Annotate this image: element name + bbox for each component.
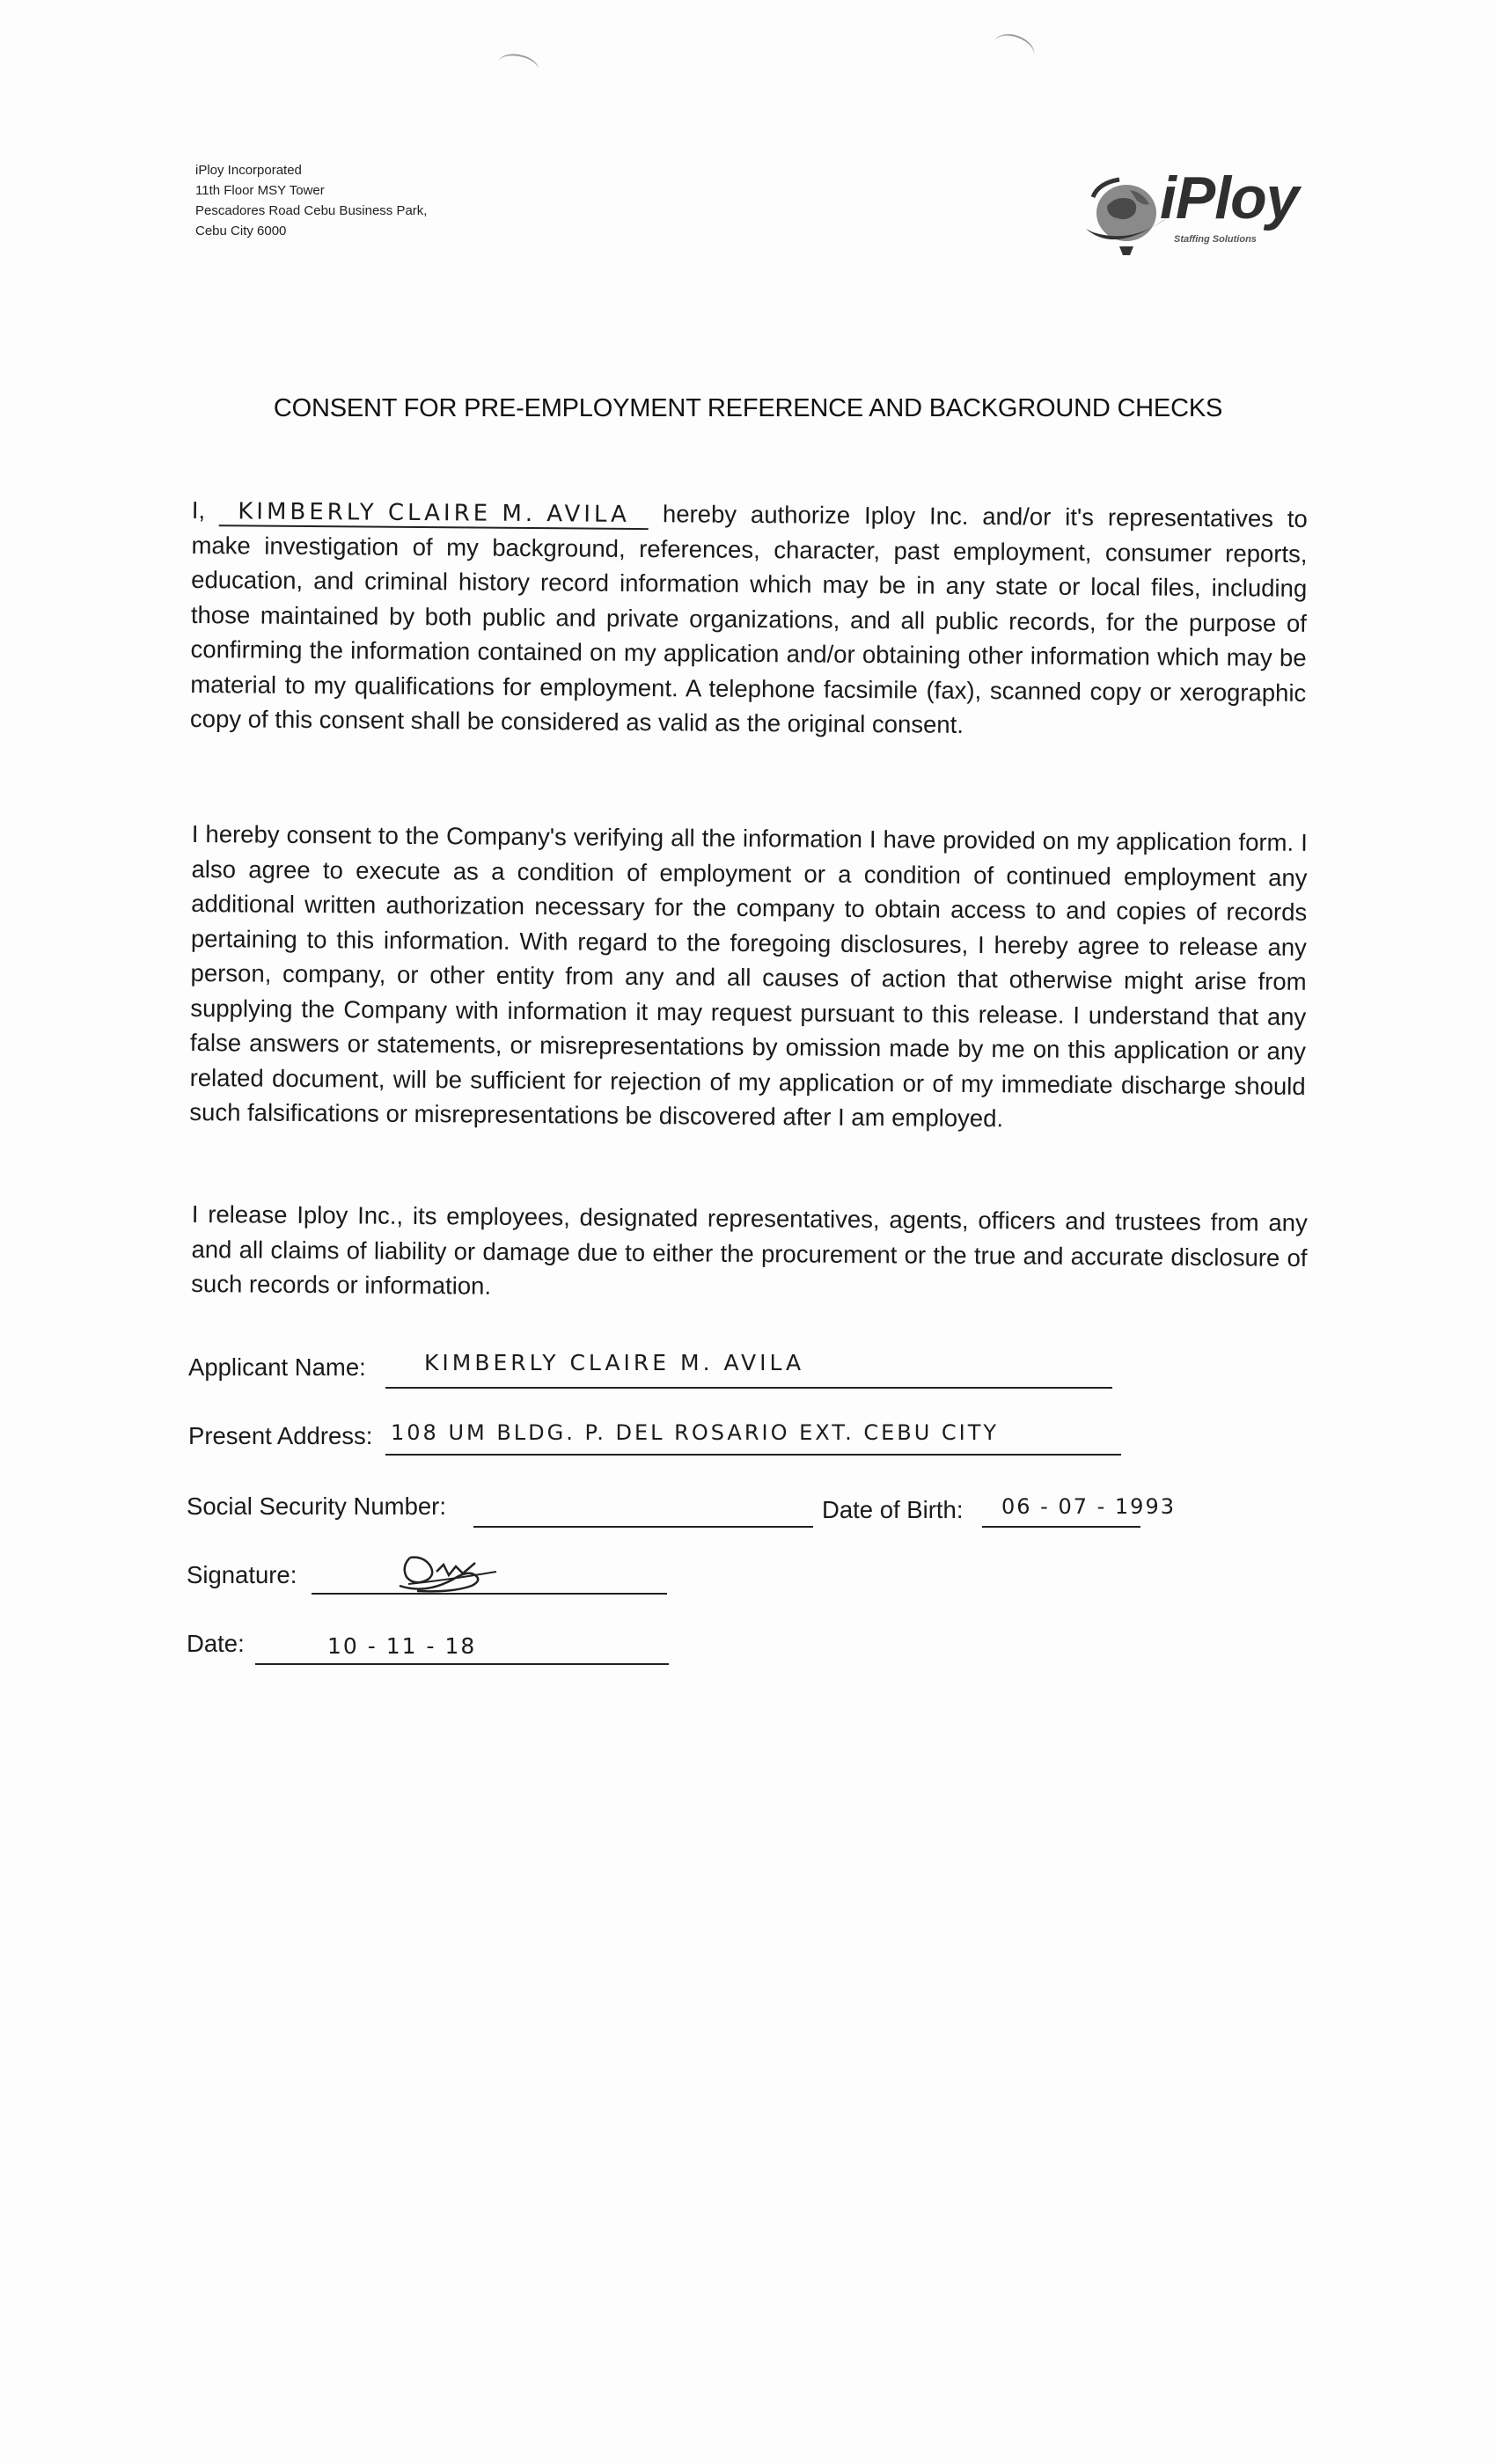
authorization-text: hereby authorize Iploy Inc. and/or it's representatives to make investigation of my background, references, character, past employment, consumer reports, education, and criminal history record information which may be in any state or local files, including those maintained by both public and private organizations, and all public records, for the purpose of confirming the information contained on my application and/or obtaining other information which may be material to my qualifications for employment. A telephone facsimile (fax), scanned copy or xerographic copy of this consent shall be considered as valid as the original consent.: [189, 500, 1308, 738]
applicant-name-value[interactable]: KIMBERLY CLAIRE M. AVILA: [424, 1350, 805, 1375]
date-label: Date:: [187, 1630, 245, 1657]
iploy-logo: [1081, 164, 1327, 259]
company-city: Cebu City 6000: [195, 224, 287, 238]
applicant-name-line: [385, 1387, 1112, 1389]
signature-image: [391, 1545, 505, 1598]
date-of-birth-line: [982, 1526, 1140, 1528]
consent-paragraph: I hereby consent to the Company's verifying all the information I have provided on my application form. I also agree to execute as a condition of employment or a condition of continued employment any additional written authorization necessary for the company to obtain access to and copies of records pertaining to this information. With regard to the foregoing disclosures, I hereby agree to release any person, company, or other entity from any and all causes of action that otherwise might arise from supplying the Company with information it may request pursuant to this release. I understand that any false answers or statements, or misrepresentations by omission made by me on this application or any related document, will be sufficient for rejection of my application or of my immediate discharge should such falsifications or misrepresentations be discovered after I am employed.: [189, 819, 1308, 1133]
present-address-label: Present Address:: [188, 1422, 373, 1449]
present-address-line: [385, 1454, 1121, 1456]
company-floor: 11th Floor MSY Tower: [195, 183, 325, 198]
scan-mark: [989, 29, 1038, 70]
scan-mark: [496, 51, 540, 82]
date-line: [255, 1663, 669, 1665]
signature-label: Signature:: [187, 1561, 297, 1588]
handwritten-name-inline: KIMBERLY CLAIRE M. AVILA: [219, 498, 649, 530]
date-value[interactable]: 10 - 11 - 18: [327, 1633, 477, 1659]
date-of-birth-value[interactable]: 06 - 07 - 1993: [1001, 1494, 1176, 1519]
document-title: CONSENT FOR PRE-EMPLOYMENT REFERENCE AND BACKGROUND CHECKS: [273, 394, 1223, 422]
company-road: Pescadores Road Cebu Business Park,: [195, 203, 428, 218]
ssn-label: Social Security Number:: [187, 1492, 446, 1520]
present-address-value[interactable]: 108 UM BLDG. P. DEL ROSARIO EXT. CEBU CITY: [391, 1420, 1000, 1445]
ssn-line: [473, 1526, 813, 1528]
release-paragraph: I release Iploy Inc., its employees, designated representatives, agents, officers and trustees from any and all claims of liability or damage due to either the procurement or the true and accurate disclosure of such records or information.: [191, 1199, 1308, 1300]
paragraph-lead: I,: [191, 495, 206, 524]
authorization-paragraph: [190, 493, 1308, 744]
date-of-birth-label: Date of Birth:: [822, 1496, 964, 1523]
company-address: [195, 160, 427, 241]
logo-tagline: Staffing Solutions: [1174, 234, 1257, 245]
company-name: iPloy Incorporated: [195, 163, 302, 178]
applicant-name-label: Applicant Name:: [188, 1353, 366, 1381]
logo-text: iPloy: [1160, 165, 1299, 231]
